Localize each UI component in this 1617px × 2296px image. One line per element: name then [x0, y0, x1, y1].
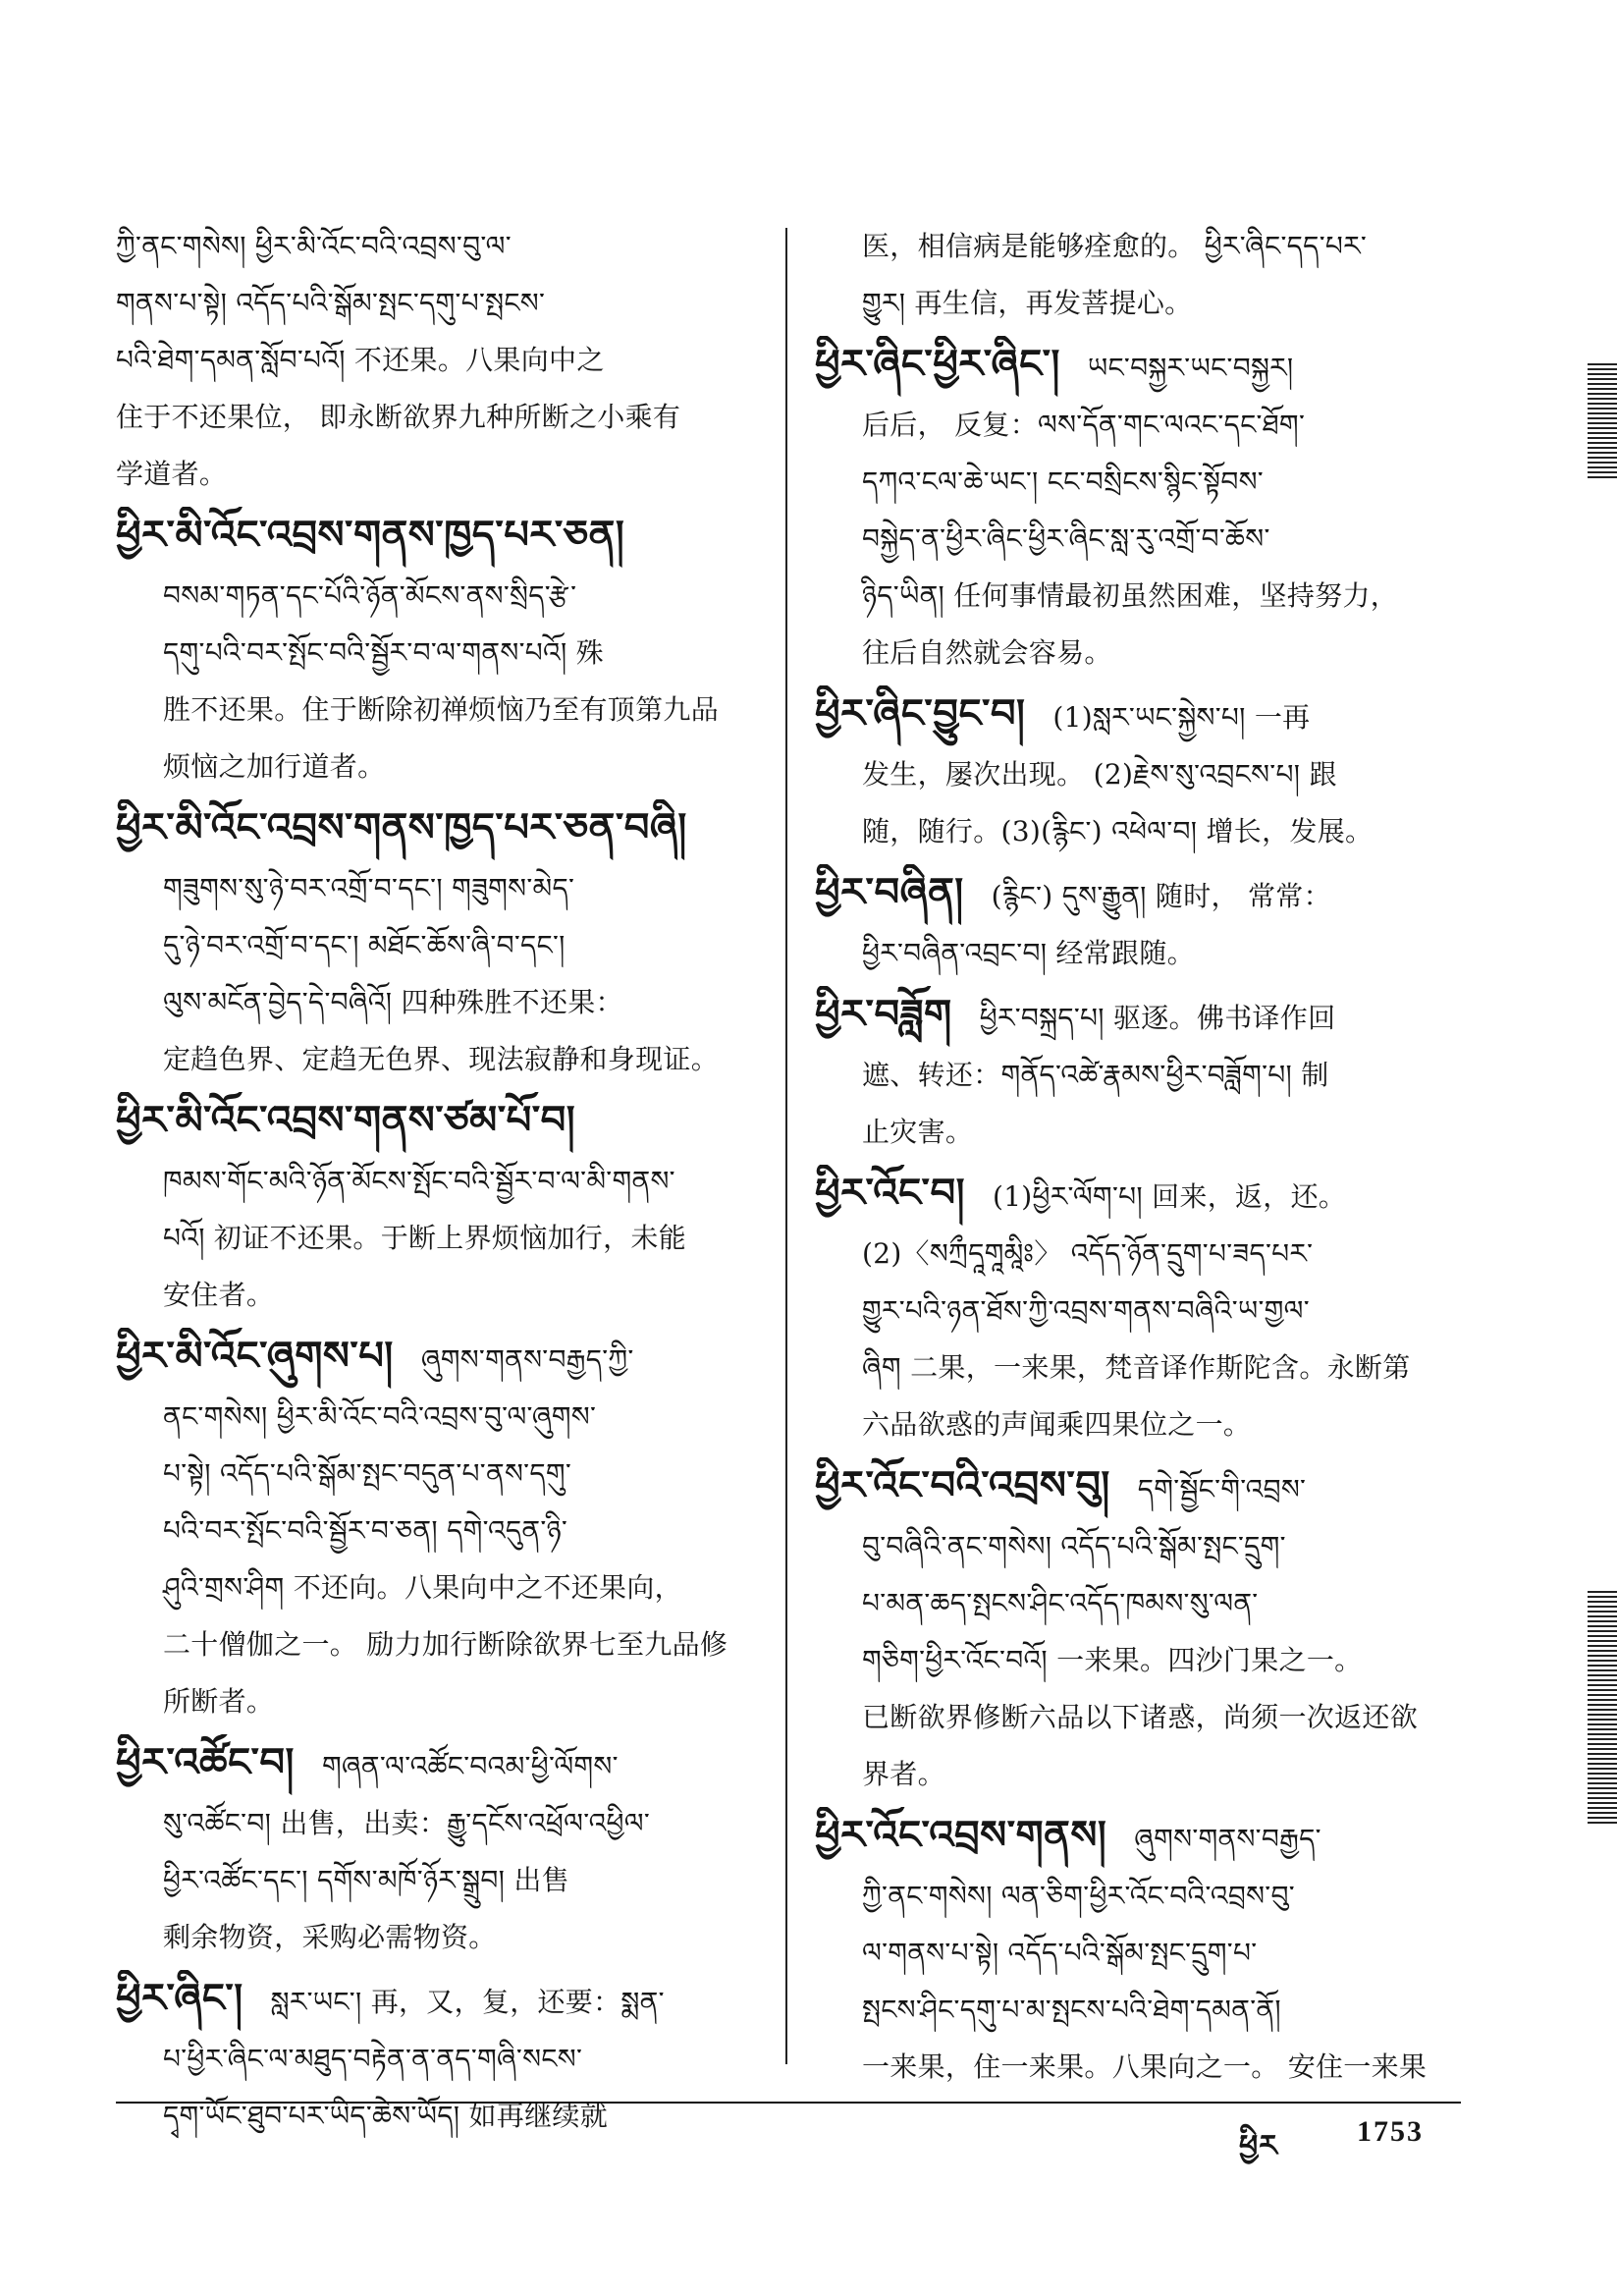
entry-line: གཞན་ལ་འཚོང་བའམ་ཕྱི་ལོགས་ — [321, 1750, 619, 1782]
entry-line: པའི་ཐེག་དམན་སློབ་པའོ། 不还果。八果向中之 — [116, 344, 605, 376]
footer-rule — [116, 2102, 1461, 2104]
entry-headword: ཕྱིར་ཞིང་བྱུང་བ། — [815, 690, 1026, 737]
entry-headword: ཕྱིར་བཟློག — [815, 991, 952, 1037]
entry-line: ཕྱིར་བསྐྲད་པ། 驱逐。佛书译作回 — [979, 1002, 1336, 1034]
entry-line: བུ་བཞིའི་ནང་གསེས། འདོད་པའི་སྒོམ་སྤང་དྲུག་ — [862, 1530, 1286, 1562]
dictionary-entry — [815, 1807, 1463, 2096]
entry-headword: ཕྱིར་མི་འོང་འབྲས་གནས་ཁྱད་པར་ཅན་བཞི། — [116, 804, 687, 850]
entry-line: དུ་ཉེ་བར་འགྲོ་བ་དང་། མཐོང་ཆོས་ཞི་བ་དང་། — [163, 929, 566, 961]
entry-line: 止灾害。 — [862, 1116, 974, 1148]
entry-line: 胜不还果。住于断除初禅烦恼乃至有顶第九品 — [163, 693, 720, 726]
entry-line: 一来果，住一来果。八果向之一。 安住一来果 — [862, 2050, 1428, 2083]
entry-line: སུ་འཚོང་བ། 出售，出卖：རྒྱུ་དངོས་འཕྲོལ་འཕྱིལ་ — [163, 1807, 651, 1839]
entry-headword: ཕྱིར་མི་འོང་འབྲས་གནས་ཁྱད་པར་ཅན། — [116, 512, 625, 558]
dictionary-entry — [116, 799, 752, 1088]
running-head-word: ཕྱིར — [1239, 2129, 1278, 2163]
dictionary-entry — [815, 218, 1463, 332]
dictionary-entry — [815, 1165, 1463, 1453]
entry-headword: ཕྱིར་འོང་བའི་འབྲས་བུ། — [815, 1462, 1110, 1508]
entry-line: ཞིག 二果，一来果，梵音译作斯陀含。永断第 — [862, 1351, 1411, 1384]
entry-headword: ཕྱིར་ཞིང་ཕྱིར་ཞིང་། — [815, 341, 1060, 387]
entry-line: སླར་ཡང་། 再，又，复，还要：སྨན་ — [270, 1986, 665, 2018]
entry-headword: ཕྱིར་མི་འོང་འབྲས་གནས་ཙམ་པོ་བ། — [116, 1097, 576, 1143]
entry-line: 住于不还果位， 即永断欲界九种所断之小乘有 — [116, 401, 681, 433]
entry-line: ཉིད་ཡིན། 任何事情最初虽然困难，坚持努力， — [862, 579, 1399, 612]
entry-line: པ་མན་ཆད་སྤངས་ཤིང་འདོད་ཁམས་སུ་ལན་ — [862, 1587, 1259, 1619]
entry-line: 后后， 反复：ལས་དོན་གང་ལའང་དང་ཐོག་ — [862, 409, 1306, 441]
entry-headword: ཕྱིར་ཞིང་། — [116, 1975, 243, 2021]
entry-line: 遮、转还：གནོད་འཚེ་རྣམས་ཕྱིར་བཟློག་པ། 制 — [862, 1059, 1329, 1091]
entry-line: 定趋色界、定趋无色界、现法寂静和身现证。 — [163, 1043, 720, 1075]
entry-line: 已断欲界修断六品以下诸惑，尚须一次返还欲 — [862, 1701, 1419, 1733]
dictionary-entry — [116, 1328, 752, 1730]
entry-line: དྭག་ཡོང་ཐུབ་པར་ཡིད་ཆེས་ཡོད། 如再继续就 — [163, 2100, 608, 2132]
page-number: 1753 — [1357, 2115, 1424, 2148]
entry-line: 二十僧伽之一。 励力加行断除欲界七至九品修 — [163, 1628, 728, 1661]
entry-line: ཁམས་གོང་མའི་ཉོན་མོངས་སྤོང་བའི་སྦྱོར་བ་ལ་མི་གནས་ — [163, 1165, 675, 1197]
entry-line: 六品欲惑的声闻乘四果位之一。 — [862, 1408, 1252, 1441]
entry-line: བསམ་གཏན་དང་པོའི་ཉོན་མོངས་ནས་སྲིད་རྩེ་ — [163, 579, 577, 612]
entry-line: ལ་གནས་པ་སྟེ། འདོད་པའི་སྒོམ་སྤང་དྲུག་པ་ — [862, 1937, 1258, 1969]
entry-headword: ཕྱིར་འཚོང་བ། — [116, 1739, 295, 1785]
entry-line: བསྐྱེད་ན་ཕྱིར་ཞིང་ཕྱིར་ཞིང་སླ་རུ་འགྲོ་བ་ཆོས་ — [862, 522, 1270, 555]
entry-line: (1)ཕྱིར་ལོག་པ། 回来，返，还。 — [992, 1180, 1347, 1213]
entry-line: ཞུགས་གནས་བརྒྱད་ཀྱི་ — [420, 1343, 634, 1376]
entry-line: པ་སྟེ། འདོད་པའི་སྒོམ་སྤང་བདུན་པ་ནས་དགུ་ — [163, 1457, 572, 1490]
entry-line: གྱུར་པའི་ཉན་ཐོས་ཀྱི་འབྲས་གནས་བཞིའི་ཡ་གྱལ་ — [862, 1294, 1310, 1327]
entry-line: ཤུའི་གྲས་ཤིག 不还向。八果向中之不还果向， — [163, 1571, 682, 1604]
entry-line: ཡང་བསྐྱར་ཡང་བསྐྱར། — [1087, 352, 1294, 384]
column-divider — [785, 228, 787, 2064]
entry-line: 医，相信病是能够痊愈的。 ཕྱིར་ཞིང་དད་པར་ — [862, 230, 1368, 262]
dictionary-entry — [815, 986, 1463, 1161]
entry-headword: ཕྱིར་མི་འོང་ཞུགས་པ། — [116, 1333, 394, 1379]
entry-line: ལུས་མངོན་བྱེད་དེ་བཞིའོ། 四种殊胜不还果： — [163, 986, 623, 1018]
scan-edge-marks — [1588, 1591, 1617, 1827]
entry-line: 往后自然就会容易。 — [862, 636, 1112, 669]
dictionary-entry — [815, 336, 1463, 682]
dictionary-entry — [116, 507, 752, 795]
dictionary-entry — [116, 218, 752, 503]
entry-line: གནས་པ་སྟེ། འདོད་པའི་སྒོམ་སྤང་དགུ་པ་སྤངས་ — [116, 287, 546, 319]
entry-line: ཀྱི་ནང་གསེས། ཕྱིར་མི་འོང་བའི་འབྲས་བུ་ལ་ — [116, 230, 512, 262]
entry-line: ཞུགས་གནས་བརྒྱད་ — [1134, 1823, 1321, 1855]
dictionary-entry — [815, 685, 1463, 860]
entry-line: པའི་བར་སྤོང་བའི་སྦྱོར་བ་ཅན། དགེ་འདུན་ཉི་ — [163, 1514, 568, 1547]
dictionary-entry — [116, 1092, 752, 1324]
entry-line: ཕྱིར་བཞིན་འབྲང་བ། 经常跟随。 — [862, 937, 1195, 969]
entry-line: དགུ་པའི་བར་སྤོང་བའི་སྦྱོར་བ་ལ་གནས་པའོ། 殊 — [163, 636, 604, 669]
entry-line: སྤངས་ཤིང་དགུ་པ་མ་སྤངས་པའི་ཐེག་དམན་ནོ། — [862, 1994, 1281, 2026]
entry-line: པའོ། 初证不还果。于断上界烦恼加行，未能 — [163, 1222, 687, 1254]
entry-line: དགེ་སྦྱོང་གི་འབྲས་ — [1137, 1473, 1307, 1505]
entry-line: ཕྱིར་འཚོང་དང་། དགོས་མཁོ་ཉོར་སྒྲུབ། 出售 — [163, 1864, 569, 1896]
entry-line: གཟུགས་སུ་ཉེ་བར་འགྲོ་བ་དང་། གཟུགས་མེད་ — [163, 872, 575, 904]
entry-line: 安住者。 — [163, 1279, 275, 1311]
entry-line: གྱུར། 再生信，再发菩提心。 — [862, 287, 1193, 319]
dictionary-entry — [116, 1734, 752, 1966]
entry-line: གཅིག་ཕྱིར་འོང་བའོ། 一来果。四沙门果之一。 — [862, 1644, 1363, 1676]
dictionary-entry — [815, 1457, 1463, 1803]
entry-line: པ་ཕྱིར་ཞིང་ལ་མཐུད་བརྟེན་ན་ནད་གཞི་སངས་ — [163, 2043, 583, 2075]
left-column — [116, 218, 752, 2149]
entry-line: 烦恼之加行道者。 — [163, 750, 386, 783]
entry-line: 界者。 — [862, 1758, 945, 1790]
dictionary-entry — [116, 1970, 752, 2145]
entry-headword: ཕྱིར་འོང་འབྲས་གནས། — [815, 1812, 1107, 1858]
entry-line: (1)སླར་ཡང་སྐྱེས་པ། 一再 — [1052, 701, 1311, 734]
entry-headword: ཕྱིར་བཞིན། — [815, 869, 964, 915]
scan-edge-marks — [1588, 363, 1617, 481]
entry-line: ནང་གསེས། ཕྱིར་མི་འོང་བའི་འབྲས་བུ་ལ་ཞུགས་ — [163, 1400, 597, 1433]
dictionary-entry — [815, 864, 1463, 982]
entry-line: 随，随行。(3)(རྙིང་) འཕེལ་བ། 增长，发展。 — [862, 815, 1374, 847]
entry-line: ཀྱི་ནང་གསེས། ལན་ཅིག་ཕྱིར་འོང་བའི་འབྲས་བུ་ — [862, 1880, 1295, 1912]
entry-line: (རྙིང་) དུས་རྒྱུན། 随时， 常常： — [991, 880, 1331, 912]
entry-headword: ཕྱིར་འོང་བ། — [815, 1170, 965, 1216]
right-column — [815, 218, 1463, 2100]
entry-line: (2)〈སཀྲྀདཱགཱམཱིཿ〉 འདོད་ཉོན་དྲུག་པ་ཟད་པར་ — [862, 1237, 1314, 1270]
entry-line: དཀའ་ངལ་ཆེ་ཡང་། ངང་བསྲིངས་སྙིང་སྟོབས་ — [862, 465, 1264, 498]
entry-line: 所断者。 — [163, 1685, 275, 1718]
entry-line: 剩余物资，采购必需物资。 — [163, 1921, 497, 1953]
entry-line: 发生，屡次出现。 (2)རྗེས་སུ་འབྲངས་པ། 跟 — [862, 758, 1337, 791]
entry-line: 学道者。 — [116, 458, 228, 490]
